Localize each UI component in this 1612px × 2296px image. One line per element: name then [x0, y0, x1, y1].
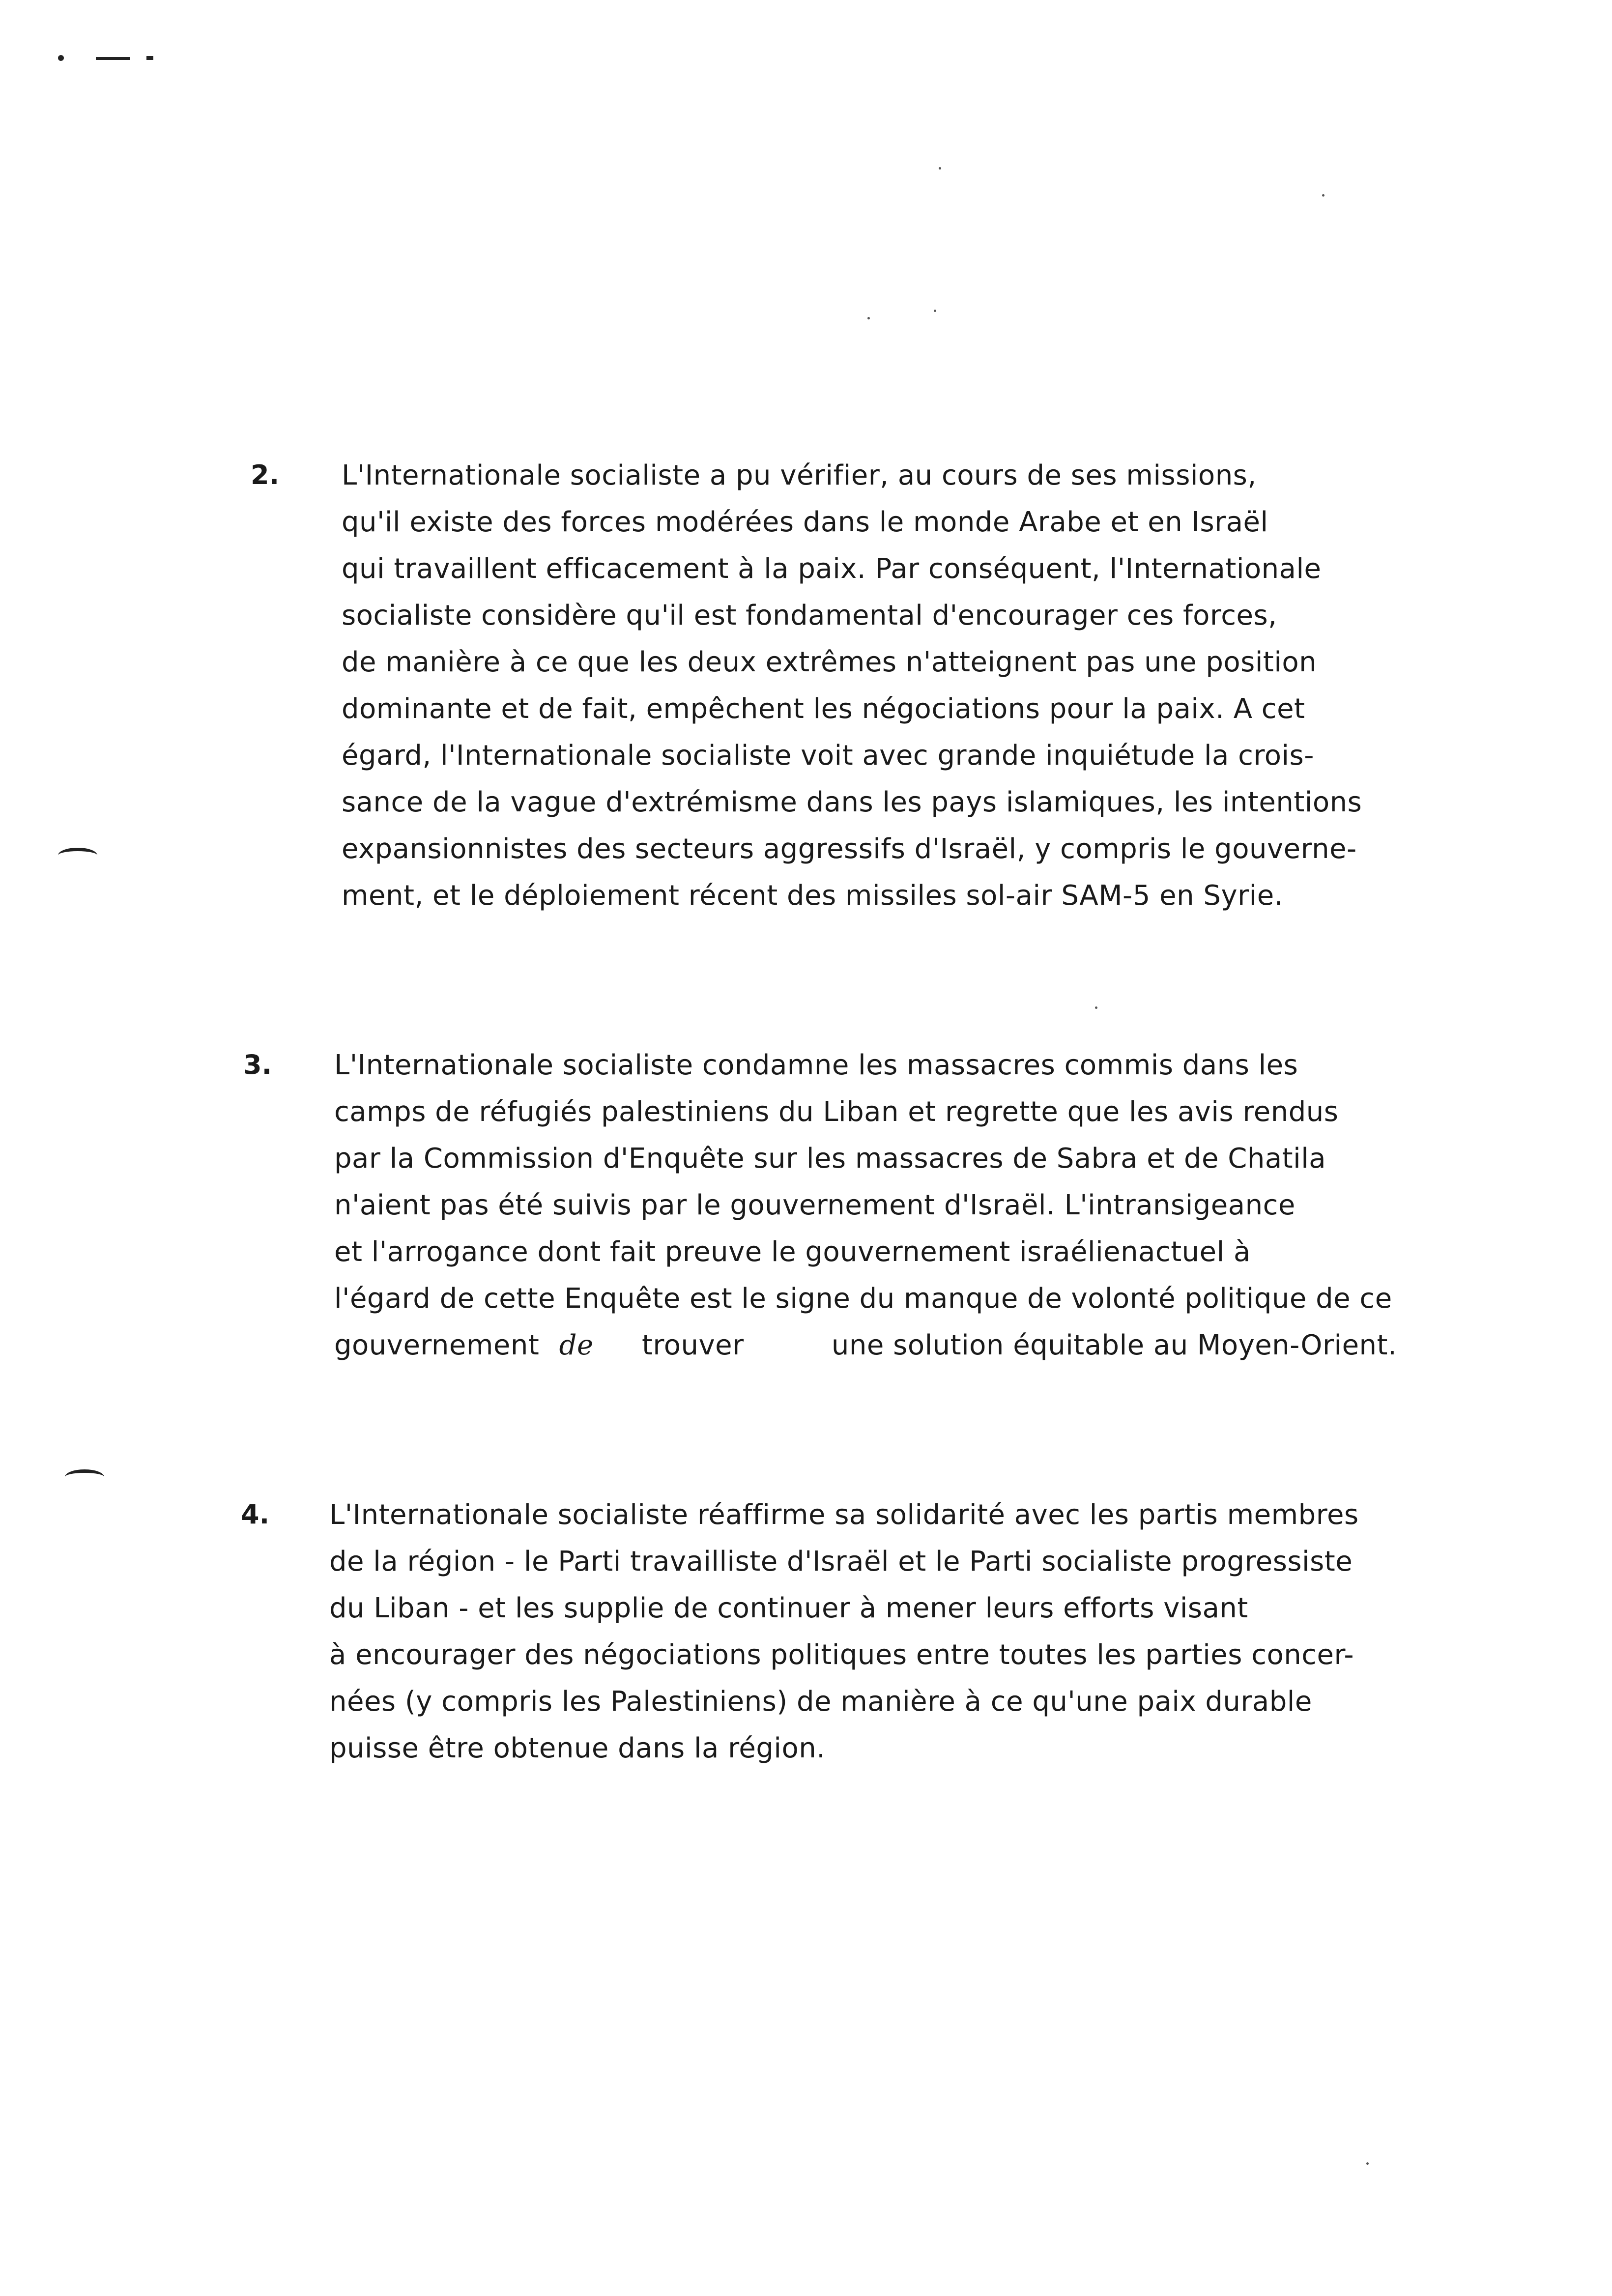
- scan-speck: [1322, 194, 1324, 197]
- handwritten-insertion: de: [559, 1329, 594, 1361]
- text-line: L'Internationale socialiste réaffirme sa solidarité avec les partis membres: [329, 1499, 1359, 1531]
- scan-speck: [1095, 1006, 1097, 1009]
- text-fragment: gouvernement: [334, 1329, 540, 1361]
- text-line: nées (y compris les Palestiniens) de manière à ce qu'une paix durable: [329, 1686, 1312, 1718]
- text-line: ment, et le déploiement récent des missiles sol-air SAM-5 en Syrie.: [342, 880, 1283, 912]
- scan-speck: [934, 310, 936, 312]
- text-line: et l'arrogance dont fait preuve le gouvernement israélienactuel à: [334, 1236, 1251, 1268]
- item-number: 4.: [241, 1499, 270, 1530]
- text-line: l'égard de cette Enquête est le signe du manque de volonté politique de ce: [334, 1283, 1392, 1315]
- text-line: expansionnistes des secteurs aggressifs d'Israël, y compris le gouverne-: [342, 833, 1357, 865]
- item-number: 3.: [243, 1049, 272, 1080]
- text-line: égard, l'Internationale socialiste voit avec grande inquiétude la crois-: [342, 740, 1314, 772]
- scan-mark-arc-2: [65, 1469, 104, 1485]
- text-line: puisse être obtenue dans la région.: [329, 1732, 826, 1764]
- text-line: par la Commission d'Enquête sur les massacres de Sabra et de Chatila: [334, 1143, 1326, 1175]
- scan-speck: [1366, 2162, 1369, 2165]
- scan-speck: [867, 317, 870, 319]
- scan-mark-dot: [58, 55, 64, 61]
- scan-mark-dash: [96, 57, 130, 60]
- scan-mark-arc-1: [58, 848, 97, 863]
- text-line: n'aient pas été suivis par le gouvernement d'Israël. L'intransigeance: [334, 1189, 1295, 1221]
- text-line: camps de réfugiés palestiniens du Liban et regrette que les avis rendus: [334, 1096, 1339, 1128]
- text-line: du Liban - et les supplie de continuer à mener leurs efforts visant: [329, 1592, 1248, 1624]
- text-line: L'Internationale socialiste a pu vérifier, au cours de ses missions,: [342, 459, 1257, 491]
- text-line: de manière à ce que les deux extrêmes n'atteignent pas une position: [342, 646, 1317, 678]
- text-line: de la région - le Parti travailliste d'Israël et le Parti socialiste progressiste: [329, 1546, 1353, 1578]
- text-fragment: trouver: [641, 1329, 744, 1361]
- text-line: dominante et de fait, empêchent les négociations pour la paix. A cet: [342, 693, 1305, 725]
- text-line: sance de la vague d'extrémisme dans les pays islamiques, les intentions: [342, 786, 1362, 818]
- text-line-last: [334, 1329, 1397, 1361]
- text-line: socialiste considère qu'il est fondamental d'encourager ces forces,: [342, 600, 1277, 631]
- scan-mark-tick: [146, 56, 153, 60]
- text-fragment: une solution équitable au Moyen-Orient.: [831, 1329, 1397, 1361]
- text-line: à encourager des négociations politiques entre toutes les parties concer-: [329, 1639, 1354, 1671]
- scan-speck: [939, 167, 941, 170]
- text-line: qui travaillent efficacement à la paix. Par conséquent, l'Internationale: [342, 553, 1322, 585]
- text-line: qu'il existe des forces modérées dans le monde Arabe et en Israël: [342, 506, 1268, 538]
- item-number: 2.: [251, 459, 280, 490]
- text-line: L'Internationale socialiste condamne les massacres commis dans les: [334, 1049, 1298, 1081]
